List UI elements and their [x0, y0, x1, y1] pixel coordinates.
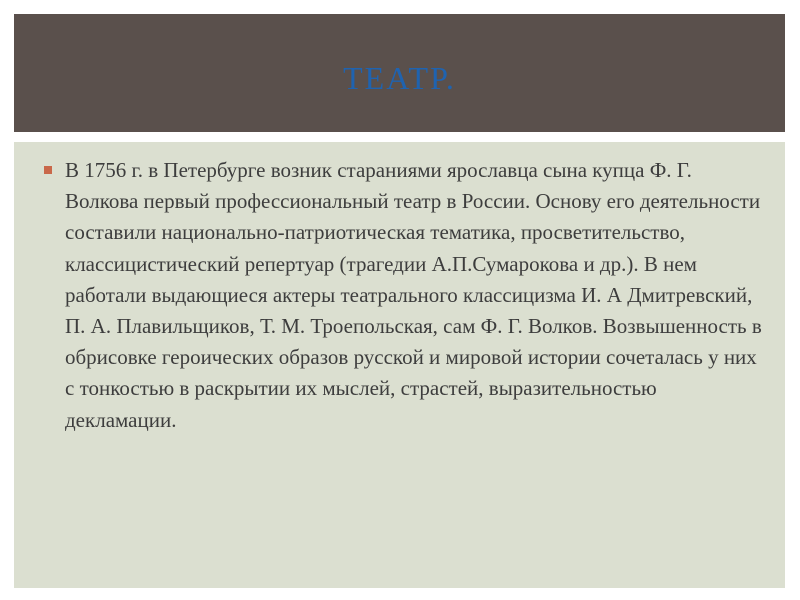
- bullet-item: [44, 155, 764, 436]
- slide-title: ТЕАТР.: [343, 59, 456, 96]
- square-bullet-icon: [44, 166, 52, 174]
- content-area: [14, 142, 785, 588]
- title-bar: [14, 14, 785, 132]
- bullet-text: В 1756 г. в Петербурге возник стараниями ярославца сына купца Ф. Г. Волкова первый профессиональный театр в России. Основу его деятельности составили национально-патриотическая тематика, просветительство, классицистический репертуар (трагедии А.П.Сумарокова и др.). В нем работали выдающиеся актеры театрального классицизма И. А Дмитревский, П. А. Плавильщиков, Т. М. Троепольская, сам Ф. Г. Волков. Возвышенность в обрисовке героических образов русской и мировой истории сочеталась у них с тонкостью в раскрытии их мыслей, страстей, выразительностью декламации.: [65, 158, 762, 432]
